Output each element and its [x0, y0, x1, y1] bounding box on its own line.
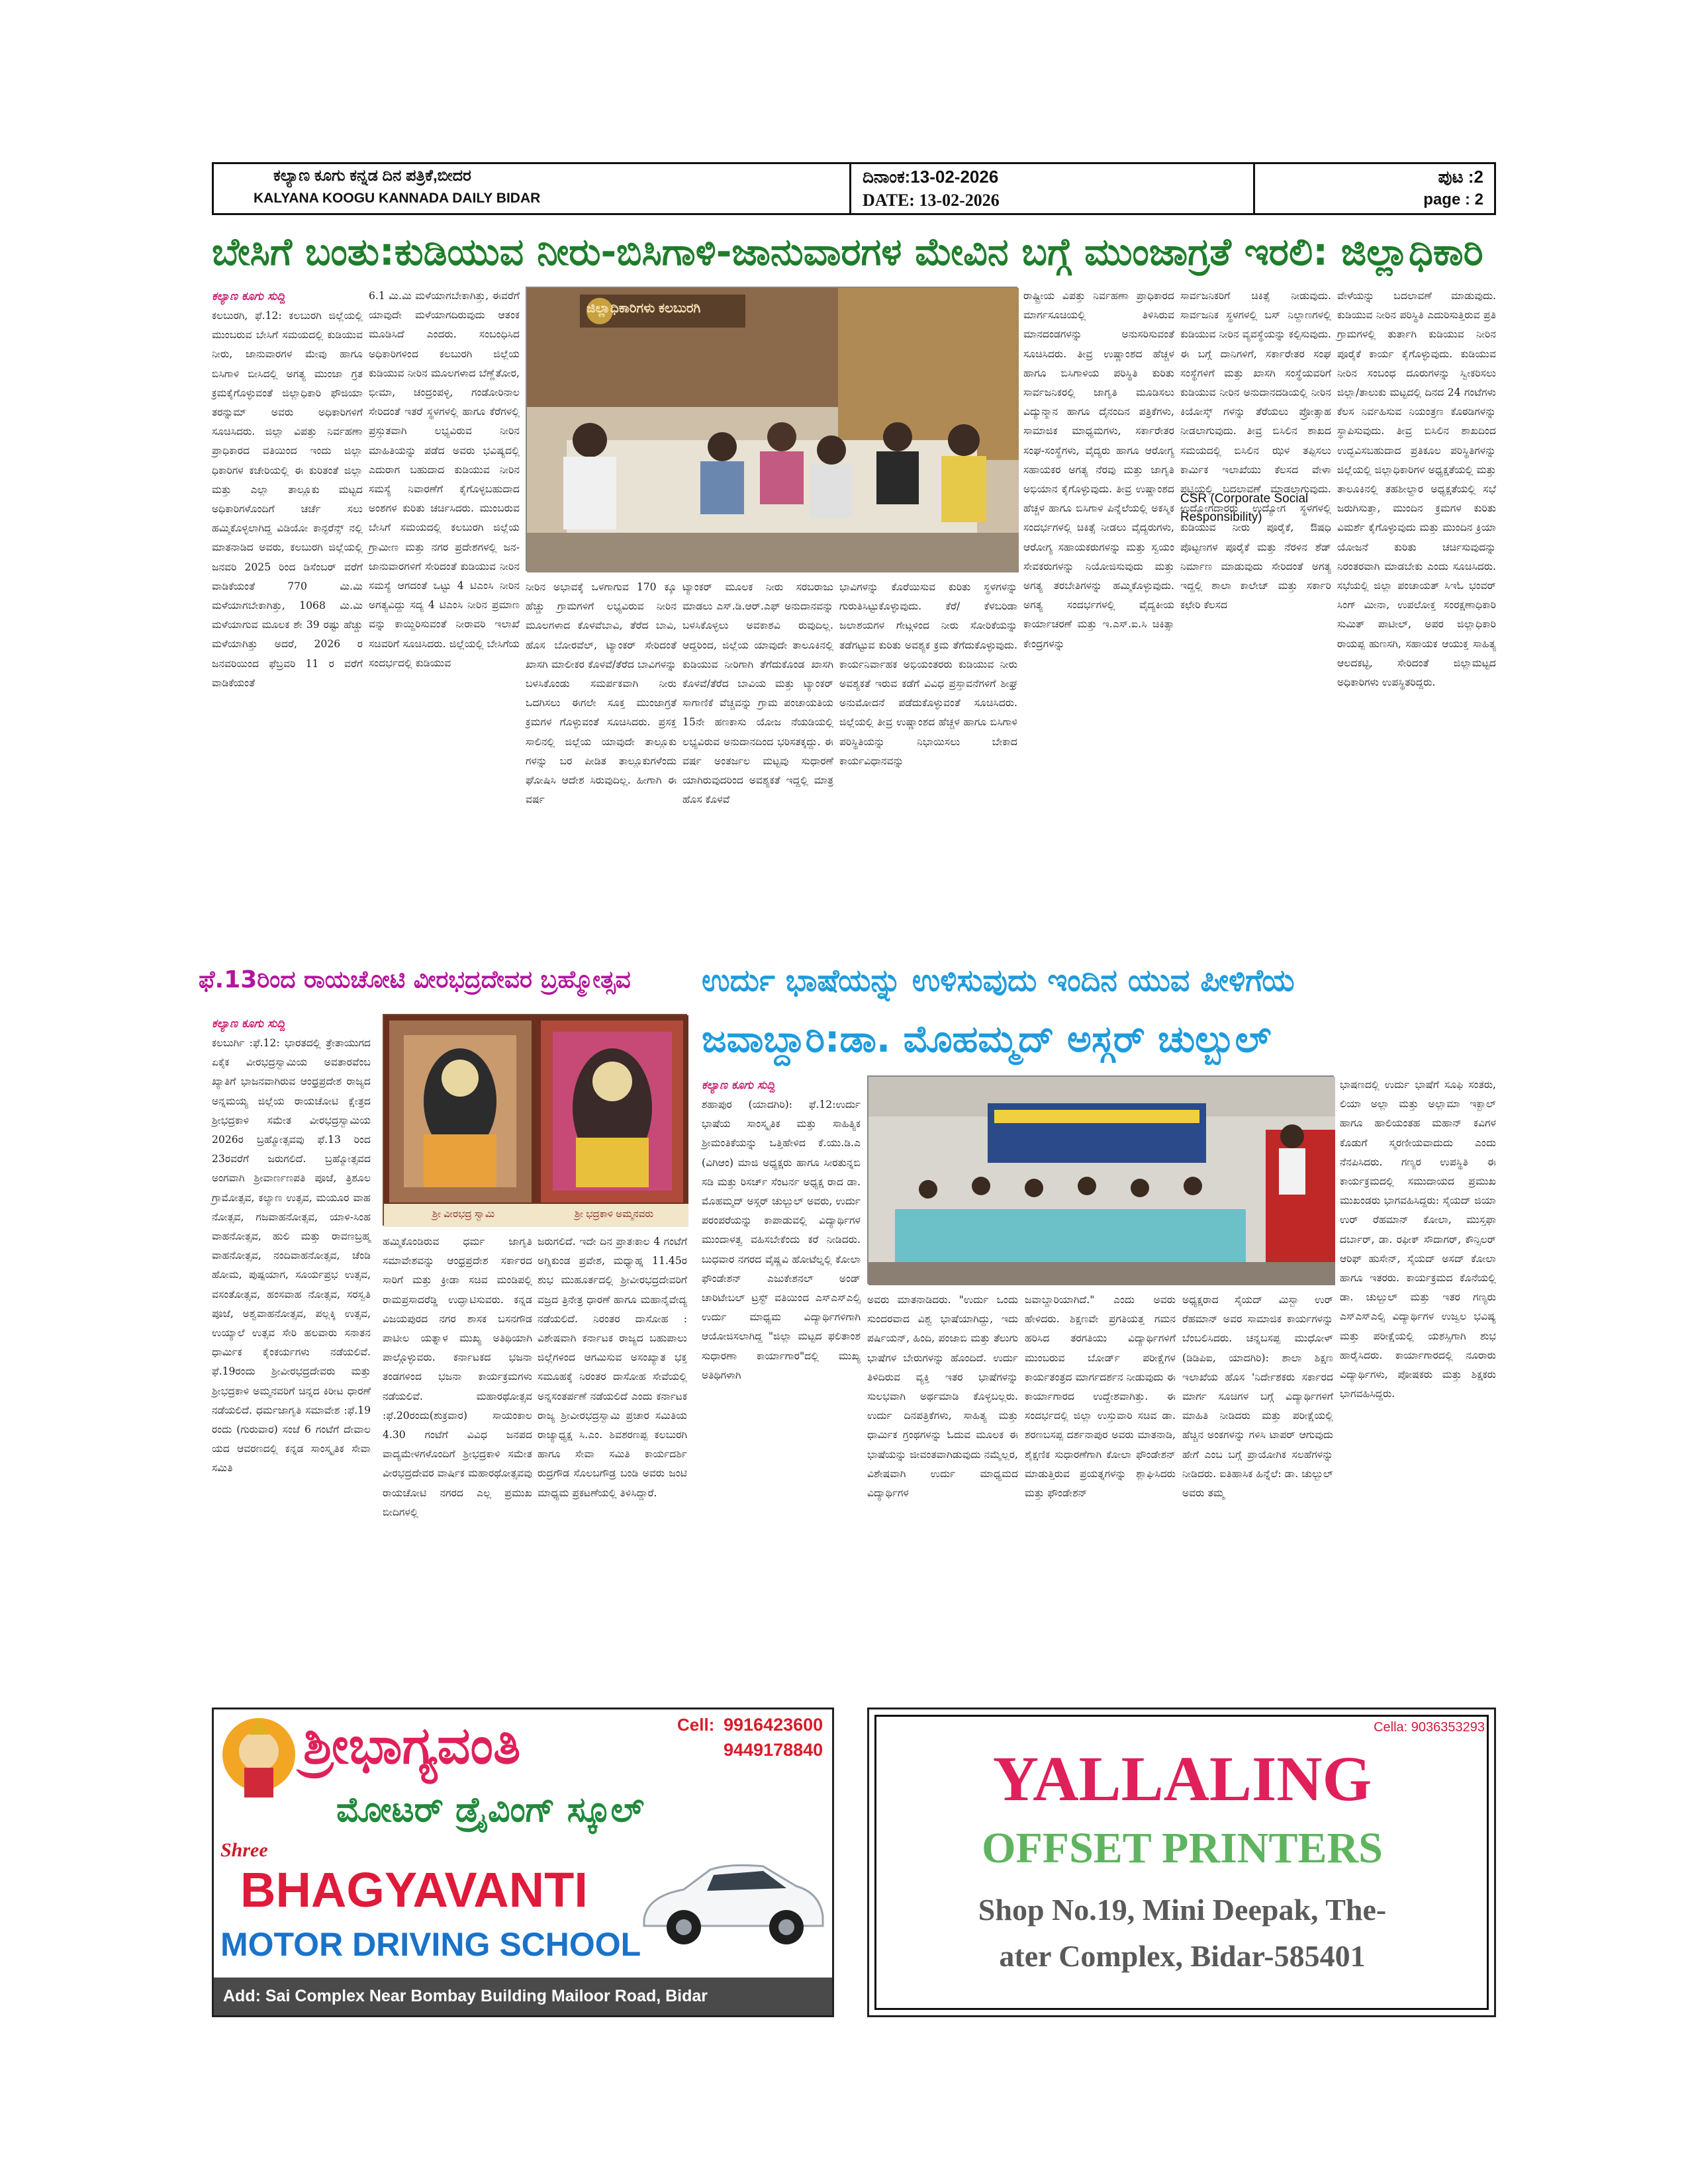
story3-col5: ಭಾಷಣದಲ್ಲಿ ಉರ್ದು ಭಾಷೆಗೆ ಸೂಫಿ ಸಂತರು, ಲಿಯಾ ಅಲ್ಲಾ ಮತ್ತು ಅಲ್ಲಾಮಾ ಇಕ್ಬಾಲ್ ಹಾಗೂ ಹಾಲಿಯಂತಹ ಮಹಾನ್ ಕವಿಗಳ ಕೊಡುಗೆ ಸ್ಮರಣೀಯವಾದುದು ಎಂದು ನೆನಪಿಸಿದರು. ಗಣ್ಯರ ಉಪಸ್ಥಿತಿ ಈ ಕಾರ್ಯಕ್ರಮದಲ್ಲಿ ಸಮುದಾಯದ ಪ್ರಮುಖ ಮುಖಂಡರು ಭಾಗವಹಿಸಿದ್ದರು: ಸೈಯದ್ ಜಿಯಾ ಉರ್ ರೆಹಮಾನ್ ಕೋಲಾ, ಮುಸ್ತಫಾ ದರ್ಬಾರ್, ಡಾ. ರಫೀಕ್ ಸೌದಾಗರ್, ಕೌನ್ಸಿಲರ್ ಆರಿಫ್ ಹುಸೇನ್, ಸೈಯದ್ ಅಸದ್ ಕೋಲಾ ಹಾಗೂ ಇತರರು. ಕಾರ್ಯಕ್ರಮದ ಕೊನೆಯಲ್ಲಿ ಡಾ. ಚುಲ್ಬುಲ್ ಮತ್ತು ಇತರ ಗಣ್ಯರು ಎಸ್ಎಸ್ಎಲ್ಸಿ ವಿದ್ಯಾರ್ಥಿಗಳ ಉಜ್ವಲ ಭವಿಷ್ಯ ಮತ್ತು ಪರೀಕ್ಷೆಯಲ್ಲಿ ಯಶಸ್ಸಿಗಾಗಿ ಶುಭ ಹಾರೈಸಿದರು. ಕಾರ್ಯಾಗಾರದಲ್ಲಿ ನೂರಾರು ವಿದ್ಯಾರ್ಥಿಗಳು, ಪೋಷಕರು ಮತ್ತು ಶಿಕ್ಷಕರು ಭಾಗವಹಿಸಿದ್ದರು.: [1340, 1079, 1496, 1400]
story3-col3: ಜವಾಬ್ದಾರಿಯಾಗಿದೆ." ಎಂದು ಅವರು ಹೇಳಿದರು. ಶಿಕ್ಷಣವೇ ಪ್ರಗತಿಯತ್ತ ಗಮನ ಹರಿಸಿದ ತರಗತಿಯು ವಿದ್ಯಾರ್ಥಿಗಳಿಗೆ ಮುಂಬರುವ ಬೋರ್ಡ್ ಪರೀಕ್ಷೆಗಳ ಕಾರ್ಯತಂತ್ರದ ಮಾರ್ಗದರ್ಶನ ನೀಡುವುದು ಈ ಕಾರ್ಯಾಗಾರದ ಉದ್ದೇಶವಾಗಿತ್ತು. ಈ ಸಂದರ್ಭದಲ್ಲಿ ಜಿಲ್ಲಾ ಉಸ್ತುವಾರಿ ಸಚಿವ ಡಾ. ಶರಣಬಸಪ್ಪ ದರ್ಶನಾಪುರ ಅವರು ಮಾತನಾಡಿ, ಶೈಕ್ಷಣಿಕ ಸುಧಾರಣೆಗಾಗಿ ಕೋಲಾ ಫೌಂಡೇಶನ್ ಮಾಡುತ್ತಿರುವ ಪ್ರಯತ್ನಗಳನ್ನು ಶ್ಲಾಘಿಸಿದರು ಮತ್ತು ಫೌಂಡೇಶನ್: [1025, 1294, 1176, 1500]
masthead-date-kannada: ದಿನಾಂಕ:13-02-2026: [863, 167, 999, 187]
story1-col1: ಕಲಬುರಗಿ, ಫೆ.12: ಕಲಬುರಗಿ ಜಿಲ್ಲೆಯಲ್ಲಿ ಮುಂಬರುವ ಬೇಸಿಗೆ ಸಮಯದಲ್ಲಿ ಕುಡಿಯುವ ನೀರು, ಜಾನುವಾರಗಳ ಮೇವು ಹಾಗೂ ಬಿಸಿಗಾಳಿ ಬೀಸಿದಲ್ಲಿ ಅಗತ್ಯ ಮುಂಜಾ ಗ್ರತ ಕ್ರಮಕೈಗೊಳ್ಳುವಂತೆ ಜಿಲ್ಲಾಧಿಕಾರಿ ಫೌಜಿಯಾ ತರನ್ನುಮ್ ಅವರು ಅಧಿಕಾರಿಗಳಿಗೆ ಸೂಚಿಸಿದರು. ಜಿಲ್ಲಾ ವಿಪತ್ತು ನಿರ್ವಹಣಾ ಪ್ರಾಧಿಕಾರದ ವತಿಯಿಂದ ಇಂದು ಜಿಲ್ಲಾ ಧಿಕಾರಿಗಳ ಕಚೇರಿಯಲ್ಲಿ ಈ ಕುರಿತಂತೆ ಜಿಲ್ಲಾ ಮತ್ತು ಎಲ್ಲಾ ತಾಲ್ಲೂಕು ಮಟ್ಟದ ಅಧಿಕಾರಿಗಳೊಂದಿಗೆ ಚರ್ಚೆ ಸಲು ಹಮ್ಮಿಕೊಳ್ಳಲಾಗಿದ್ದ ವಿಡಿಯೋ ಕಾನ್ಫರೆನ್ಸ್ ನಲ್ಲಿ ಮಾತನಾಡಿದ ಅವರು, ಕಲಬುರಗಿ ಜಿಲ್ಲೆಯಲ್ಲಿ ಜನವರಿ 2025 ರಿಂದ ಡಿಸೆಂಬರ್ ವರೆಗೆ ವಾಡಿಕೆಯಂತೆ 770 ಮಿ.ಮಿ ಮಳೆಯಾಗಬೇಕಾಗಿತ್ತು, 1068 ಮಿ.ಮಿ ಮಳೆಯಾಗುವ ಮೂಲಕ ಶೇ 39 ರಷ್ಟು ಹೆಚ್ಚು ಮಳೆಯಾಗಿತ್ತು ಅದರೆ, 2026 ರ ಜನವರಿಯಿಂದ ಫೆಬ್ರವರಿ 11 ರ ವರೆಗೆ ವಾಡಿಕೆಯಂತೆ: [212, 310, 363, 689]
ad1-shree: Shree: [220, 1839, 268, 1861]
ad1-address: Add: Sai Complex Near Bombay Building Mailoor Road, Bidar: [214, 1978, 832, 2015]
workshop-photo-image: [868, 1077, 1335, 1285]
story1-col7: ಸಾರ್ವಜನಿಕರಿಗೆ ಚಿಕಿತ್ಸೆ ನೀಡುವುದು. ಸಾರ್ವಜನಿಕ ಸ್ಥಳಗಳಲ್ಲಿ ಬಸ್ ನಿಲ್ದಾಣಗಳಲ್ಲಿ ಕುಡಿಯುವ ನೀರಿನ ವ್ಯವಸ್ಥೆಯನ್ನು ಕಲ್ಪಿಸುವುದು. ಈ ಬಗ್ಗೆ ದಾನಿಗಳಿಗೆ, ಸರ್ಕಾರೇತರ ಸಂಘ ಸಂಸ್ಥೆಗಳಿಗೆ ಮತ್ತು ಖಾಸಗಿ ಸಂಸ್ಥೆಯವರಿಗೆ ಕುಡಿಯುವ ನೀರಿನ ಅನುದಾನದಡಿಯಲ್ಲಿ ನೀರಿನ ಕಿಯೋಸ್ಕ್ ಗಳನ್ನು ತೆರೆಯಲು ಪ್ರೋತ್ಸಾಹ ನೀಡಲಾಗುವುದು. ತೀವ್ರ ಬಿಸಿಲಿನ ಶಾಖದ ಸಮಯದಲ್ಲಿ ಬಿಸಿಲಿನ ಝಳ ತಪ್ಪಿಸಲು ಕಾರ್ಮಿಕ ಇಲಾಖೆಯು ಕೆಲಸದ ವೇಳಾ ಪಟ್ಟಿಯಲ್ಲಿ ಬದಲಾವಣೆ ಮಾಡಲಾಗುವುದು. ಉದ್ಯೋಗದಾರರು ಉದ್ಯೋಗ ಸ್ಥಳಗಳಲ್ಲಿ ಕುಡಿಯುವ ನೀರು ಪೂರೈಕೆ, ಔಷಧಿ ಪೊಟ್ಟಣಗಳ ಪೂರೈಕೆ ಮತ್ತು ನೆರಳಿನ ಶೆಡ್ ನಿರ್ಮಾಣ ಮಾಡುವುದು ಸೇರಿದಂತೆ ಅಗತ್ಯ ಇದ್ದಲ್ಲಿ ಶಾಲಾ ಕಾಲೇಜ್ ಮತ್ತು ಸರ್ಕಾರಿ ಕಛೇರಿ ಕೆಲಸದ: [1180, 290, 1331, 612]
masthead-date-english: DATE: 13-02-2026: [863, 191, 1000, 210]
story1-csr: CSR (Corporate Social Responsibility): [1180, 492, 1309, 524]
deity-caption-right: ಶ್ರೀ ಭದ್ರಕಾಳಿ ಅಮ್ಮನವರು: [574, 1208, 654, 1220]
ad1-brand-english: BHAGYAVANTI: [240, 1862, 588, 1917]
meeting-photo-image: [527, 288, 1019, 572]
deity-photo: [383, 1014, 687, 1226]
workshop-photo: [867, 1075, 1334, 1284]
story1-col6: ರಾಷ್ಟ್ರೀಯ ವಿಪತ್ತು ನಿರ್ವಹಣಾ ಪ್ರಾಧಿಕಾರದ ಮಾರ್ಗಸೂಚಿಯಲ್ಲಿ ತಿಳಿಸಿರುವ ಮಾನದಂಡಗಳನ್ನು ಅನುಸರಿಸುವಂತೆ ಸೂಚಿಸಿದರು. ತೀವ್ರ ಉಷ್ಣಾಂಶದ ಹೆಚ್ಚಳ ಹಾಗೂ ಬಿಸಿಗಾಳಿಯ ಪರಿಸ್ಥಿತಿ ಕುರಿತು ಸಾರ್ವಜನಿಕರಲ್ಲಿ ಜಾಗೃತಿ ಮೂಡಿಸಲು ವಿದ್ಯುನ್ಮಾನ ಹಾಗೂ ದೈನಂದಿನ ಪತ್ರಿಕೆಗಳು, ಸಾಮಾಜಿಕ ಮಾಧ್ಯಮಗಳು, ಸರ್ಕಾರೇತರ ಸಂಘ-ಸಂಸ್ಥೆಗಳು, ವೈದ್ಯರು ಹಾಗೂ ಆರೋಗ್ಯ ಸಹಾಯಕರ ಅಗತ್ಯ ನೆರವು ಮತ್ತು ಜಾಗೃತಿ ಅಭಿಯಾನ ಕೈಗೊಳ್ಳುವುದು. ತೀವ್ರ ಉಷ್ಣಾಂಶದ ಹೆಚ್ಚಳ ಹಾಗೂ ಬಿಸಿಗಾಳಿ ಪಿನ್ನೆಲೆಯಲ್ಲಿ ಅಕಸ್ಮಿಕ ಸಂದರ್ಭಗಳಲ್ಲಿ ಚಿಕಿತ್ಸೆ ನೀಡಲು ವೈದ್ಯರುಗಳು, ಆರೋಗ್ಯ ಸಹಾಯಕರುಗಳನ್ನು ಮತ್ತು ಸ್ವಯಂ ಸೇವಕರುಗಳನ್ನು ನಿಯೋಜಿಸುವುದು ಮತ್ತು ಅಗತ್ಯ ತರಬೇತಿಗಳನ್ನು ಹಮ್ಮಿಕೊಳ್ಳುವುದು. ಅಗತ್ಯ ಸಂದರ್ಭಗಳಲ್ಲಿ ವೈದ್ಯಕೀಯ ಕಾರ್ಯಾಚರಣೆ ಮತ್ತು ಇ.ಎಸ್.ಐ.ಸಿ ಚಿಕಿತ್ಸಾ ಕೇಂದ್ರಗಳನ್ನು: [1023, 290, 1174, 650]
goddess-icon: [219, 1715, 299, 1801]
story2-headline: ಫೆ.13ರಿಂದ ರಾಯಚೋಟಿ ವೀರಭದ್ರದೇವರ ಬ್ರಹ್ಮೋತ್ಸವ: [199, 966, 631, 993]
meeting-photo: [526, 287, 1017, 571]
masthead-page-english: page : 2: [1423, 191, 1483, 208]
story1-col7-cont: [1180, 551, 1331, 946]
story3-col1: ಶಹಾಪುರ (ಯಾದಗಿರಿ): ಫೆ.12:ಉರ್ದು ಭಾಷೆಯ ಸಾಂಸ್ಕೃತಿಕ ಮತ್ತು ಸಾಹಿತ್ಯಿಕ ಶ್ರೀಮಂತಿಕೆಯನ್ನು ಒತ್ತಿಹೇಳಿದ ಕೆ.ಯು.ಡಿ.ಎ (ವಿಗಿಆಂ) ಮಾಜಿ ಅಧ್ಯಕ್ಷರು ಹಾಗೂ ಸೀರತುನ್ನಬಿ ಸಡಿ ಮತ್ತು ರಿಸರ್ಚ್ ಸೆಂಟರ್ನ ಅಧ್ಯಕ್ಷ ರಾದ ಡಾ. ಮೊಹಮ್ಮದ್ ಅಸ್ಗರ್ ಚುಲ್ಬುಲ್ ಅವರು, ಉರ್ದು ಪರಂಪರೆಯನ್ನು ಕಾಪಾಡುವಲ್ಲಿ ವಿದ್ಯಾರ್ಥಿಗಳ ಮುಂದಾಳತ್ವ ವಹಿಸಬೇಕೆಂದು ಕರೆ ನೀಡಿದರು. ಬುಧವಾರ ನಗರದ ವೈಷ್ಣವಿ ಹೋಟೆಲ್ನಲ್ಲಿ ಕೋಲಾ ಫೌಂಡೇಶನ್ ಎಜುಕೇಶನಲ್ ಅಂಡ್ ಚಾರಿಟೇಬಲ್ ಟ್ರಸ್ಟ್ ವತಿಯಿಂದ ಎಸ್ಎಸ್ಎಲ್ಸಿ ಉರ್ದು ಮಾಧ್ಯಮ ವಿದ್ಯಾರ್ಥಿಗಳಿಗಾಗಿ ಆಯೋಜಿಸಲಾಗಿದ್ದ "ಜಿಲ್ಲಾ ಮಟ್ಟದ ಫಲಿತಾಂಶ ಸುಧಾರಣಾ ಕಾರ್ಯಾಗಾರ"ದಲ್ಲಿ ಮುಖ್ಯ ಅತಿಥಿಗಳಾಗಿ: [702, 1099, 861, 1381]
masthead-page-kannada: ಪುಟ :2: [1438, 167, 1483, 187]
story1-col3: ನೀರಿನ ಅಭಾವಕ್ಕೆ ಒಳಗಾಗುವ 170 ಕ್ಕೂ ಹೆಚ್ಚು ಗ್ರಾಮಗಳಿಗೆ ಲಭ್ಯವಿರುವ ನೀರಿನ ಮೂಲಗಳಾದ ಕೊಳವೆಬಾವಿ, ತೆರೆದ ಬಾವಿ, ಹೊಸ ಬೋರವೆಲ್, ಟ್ಯಾಂಕರ್ ಸೇರಿದಂತೆ ಖಾಸಗಿ ಮಾಲೀಕರ ಕೊಳವೆ/ತೆರೆದ ಬಾವಿಗಳನ್ನು ಬಳಸಿಕೊಂಡು ಸಮರ್ಪಕವಾಗಿ ನೀರು ಒದಗಿಸಲು ಈಗಲೇ ಸೂಕ್ತ ಮುಂಜಾಗ್ರತೆ ಕ್ರಮಗಳ ಗೊಳ್ಳುವಂತೆ ಸೂಚಿಸಿದರು. ಪ್ರಸಕ್ತ ಸಾಲಿನಲ್ಲಿ ಜಿಲ್ಲೆಯ ಯಾವುದೇ ತಾಲ್ಲೂಕು ಗಳನ್ನು ಬರ ಪೀಡಿತ ತಾಲ್ಲೂಕುಗಳೆಂದು ಘೋಷಿಸಿ ಆದೇಶ ಸಿರುವುದಿಲ್ಲ. ಹೀಗಾಗಿ ಈ ವರ್ಷ: [526, 581, 677, 806]
story3-headline-line2: ಜವಾಬ್ದಾರಿ:ಡಾ. ಮೊಹಮ್ಮದ್ ಅಸ್ಗರ್ ಚುಲ್ಬುಲ್: [702, 1018, 1272, 1061]
ad2-subtitle: OFFSET PRINTERS: [982, 1824, 1383, 1872]
deity-caption-left: ಶ್ರೀ ವೀರಭದ್ರ ಸ್ವಾಮಿ: [432, 1208, 495, 1220]
story2-byline: ಕಲ್ಯಾಣ ಕೂಗು ಸುದ್ದಿ: [212, 1017, 285, 1030]
story3-col4: ಅಧ್ಯಕ್ಷರಾದ ಸೈಯದ್ ಮಿಸ್ಬಾ ಉರ್ ರೆಹಮಾನ್ ಅವರ ಸಾಮಾಜಿಕ ಕಾರ್ಯಗಳನ್ನು ಬೆಂಬಲಿಸಿದರು. ಚನ್ನಬಸಪ್ಪ ಮುಧೋಳ್ (ಡಿಡಿಪಿಐ, ಯಾದಗಿರಿ): ಶಾಲಾ ಶಿಕ್ಷಣ ಇಲಾಖೆಯ ಹೊಸ 'ನಿರ್ದೇಶಕರು ಸರ್ಕಾರದ ಮಾರ್ಗ ಸೂಚಿಗಳ ಬಗ್ಗೆ ವಿದ್ಯಾರ್ಥಿಗಳಿಗೆ ಮಾಹಿತಿ ನೀಡಿದರು ಮತ್ತು ಪರೀಕ್ಷೆಯಲ್ಲಿ ಹೆಚ್ಚಿನ ಅಂಕಗಳನ್ನು ಗಳಿಸಿ ಟಾಪರ್ ಆಗುವುದು ಹೇಗೆ ಎಂಬ ಬಗ್ಗೆ ಪ್ರಾಯೋಗಿಕ ಸಲಹೆಗಳನ್ನು ನೀಡಿದರು. ಐತಿಹಾಸಿಕ ಹಿನ್ನೆಲೆ: ಡಾ. ಚುಲ್ಬುಲ್ ಅವರು ತಮ್ಮ: [1182, 1294, 1333, 1500]
story3-byline: ಕಲ್ಯಾಣ ಕೂಗು ಸುದ್ದಿ: [702, 1079, 775, 1092]
ad1-service-kannada: ಮೋಟರ್ ಡ್ರೈವಿಂಗ್ ಸ್ಕೂಲ್: [336, 1790, 644, 1830]
story3-headline-line1: ಉರ್ದು ಭಾಷೆಯನ್ನು ಉಳಿಸುವುದು ಇಂದಿನ ಯುವ ಪೀಳಿಗೆಯ: [702, 962, 1295, 998]
story3-col2: ಅವರು ಮಾತನಾಡಿದರು. "ಉರ್ದು ಒಂದು ಸುಂದರವಾದ ವಿಶ್ವ ಭಾಷೆಯಾಗಿದ್ದು, ಇದು ಪರ್ಷಿಯನ್, ಹಿಂದಿ, ಪಂಜಾಬಿ ಮತ್ತು ತೆಲುಗು ಭಾಷೆಗಳ ಬೇರುಗಳನ್ನು ಹೊಂದಿದೆ. ಉರ್ದು ತಿಳಿದಿರುವ ವ್ಯಕ್ತಿ ಇತರ ಭಾಷೆಗಳನ್ನು ಸುಲಭವಾಗಿ ಅರ್ಥಮಾಡಿ ಕೊಳ್ಳಬಲ್ಲರು. ಉರ್ದು ದಿನಪತ್ರಿಕೆಗಳು, ಸಾಹಿತ್ಯ ಮತ್ತು ಧಾರ್ಮಿಕ ಗ್ರಂಥಗಳನ್ನು ಓದುವ ಮೂಲಕ ಈ ಭಾಷೆಯನ್ನು ಜೀವಂತವಾಗಿಡುವುದು ನಮ್ಮೆಲ್ಲರ, ವಿಶೇಷವಾಗಿ ಉರ್ದು ಮಾಧ್ಯಮದ ವಿದ್ಯಾರ್ಥಿಗಳ: [867, 1294, 1018, 1500]
ad2-address-line2: ater Complex, Bidar-585401: [999, 1939, 1366, 1973]
story2-col3: ಜರುಗಲಿದೆ. ಇದೇ ದಿನ ಪ್ರಾತಃಕಾಲ 4 ಗಂಟೆಗೆ ಅಗ್ನಿಕುಂಡ ಪ್ರವೇಶ, ಮಧ್ಯಾಹ್ನ 11.45ರ ಶುಭ ಮುಹೂರ್ತದಲ್ಲಿ ಶ್ರೀವೀರಭದ್ರದೇವರಿಗೆ ವಜ್ರದ ತ್ರಿನೇತ್ರ ಧಾರಣೆ ಹಾಗೂ ಮಹಾನೈವೇದ್ಯ ನಡೆಯಲಿದೆ. ನಿರಂತರ ದಾಸೋಹ : ವಿಶೇಷವಾಗಿ ಕರ್ನಾಟಕ ರಾಜ್ಯದ ಬಹುಪಾಲು ಜಿಲ್ಲೆಗಳಿಂದ ಆಗಮಿಸುವ ಅಸಂಖ್ಯಾತ ಭಕ್ತ ಸಮೂಹಕ್ಕೆ ನಿರಂತರ ದಾಸೋಹ ಸೇವೆಯಲ್ಲಿ ಅನ್ನಸಂತರ್ಪಣೆ ನಡೆಯಲಿದೆ ಎಂದು ಕರ್ನಾಟಕ ರಾಜ್ಯ ಶ್ರೀವೀರಭದ್ರಸ್ವಾಮಿ ಪ್ರಚಾರ ಸಮಿತಿಯ ರಾಜ್ಯಾಧ್ಯಕ್ಷ ಸಿ.ಎಂ. ಶಿವಶರಣಪ್ಪ ಕಲಬುರಗಿ ಹಾಗೂ ಸೇವಾ ಸಮಿತಿ ಕಾರ್ಯದರ್ಶಿ ರುದ್ರಗೌಡ ಸೊಲಬಗೌಡ್ರ ಬಂಡಿ ಅವರು ಜಂಟಿ ಮಾಧ್ಯಮ ಪ್ರಕಟಣೆಯಲ್ಲಿ ತಿಳಿಸಿದ್ದಾರೆ.: [538, 1236, 687, 1499]
story1-headline: ಬೇಸಿಗೆ ಬಂತು:ಕುಡಿಯುವ ನೀರು-ಬಿಸಿಗಾಳಿ-ಜಾನುವಾರಗಳ ಮೇವಿನ ಬಗ್ಗೆ ಮುಂಜಾಗ್ರತೆ ಇರಲಿ: ಜಿಲ್ಲಾಧಿಕಾರಿ: [212, 230, 1483, 274]
story1-col4: ಟ್ಯಾಂಕರ್ ಮೂಲಕ ನೀರು ಸರಬರಾಜು ಮಾಡಲು ಎಸ್.ಡಿ.ಆರ್.ಎಫ್ ಅನುದಾನವನ್ನು ಬಳಸಿಕೊಳ್ಳಲು ಅವಕಾಶವಿ ರುವುದಿಲ್ಲ. ಆದ್ದರಿಂದ, ಜಿಲ್ಲೆಯ ಯಾವುದೇ ತಾಲೂಕಿನಲ್ಲಿ ಕುಡಿಯುವ ನೀರಿಗಾಗಿ ತೆಗೆದುಕೊಂಡ ಖಾಸಗಿ ಕೊಳವೆ/ತೆರೆದ ಬಾವಿಯ ಮತ್ತು ಟ್ಯಾಂಕರ್ ಸಾಗಾಣಿಕೆ ವೆಚ್ಚವನ್ನು ಗ್ರಾಮ ಪಂಚಾಯತಿಯ 15ನೇ ಹಣಕಾಸು ಯೋಜ ನೆಯಡಿಯಲ್ಲಿ ಲಭ್ಯವಿರುವ ಅನುದಾನದಿಂದ ಭರಿಸತಕ್ಕದ್ದು. ಈ ವರ್ಷ ಅಂತರ್ಜಲ ಮಟ್ಟವು ಸುಧಾರಣೆ ಯಾಗಿರುವುದರಿಂದ ಅವಶ್ಯಕತೆ ಇದ್ದಲ್ಲಿ ಮಾತ್ರ ಹೊಸ ಕೊಳವೆ: [682, 581, 833, 806]
ad1-brand-kannada: ಶ್ರೀಭಾಗ್ಯವಂತಿ: [303, 1716, 521, 1776]
bhagyavanti-ad: [212, 1707, 834, 2017]
story1-byline: ಕಲ್ಯಾಣ ಕೂಗು ಸುದ್ದಿ: [212, 290, 285, 303]
masthead: [212, 162, 1496, 215]
masthead-name-english: KALYANA KOOGU KANNADA DAILY BIDAR: [254, 191, 541, 206]
ad1-cell-label: Cell:: [677, 1715, 715, 1735]
yallaling-ad: [867, 1707, 1496, 2017]
story2-col1: ಕಲಬುರ್ಗಿ :ಫೆ.12: ಭಾರತದಲ್ಲಿ ತ್ರೇತಾಯುಗದ ಏಕೈಕ ವೀರಭದ್ರಸ್ವಾಮಿಯ ಅವತಾರವೆಂಬ ಖ್ಯಾತಿಗೆ ಭಾಜನವಾಗಿರುವ ಆಂಧ್ರಪ್ರದೇಶ ರಾಜ್ಯದ ಅನ್ನಮಯ್ಯ ಜಿಲ್ಲೆಯ ರಾಯಚೋಟಿ ಕ್ಷೇತ್ರದ ಶ್ರೀಭದ್ರಕಾಳಿ ಸಮೇತ ವೀರಭದ್ರಸ್ವಾಮಿಯ 2026ರ ಬ್ರಹ್ಮೋತ್ಸವವು ಫೆ.13 ರಿಂದ 23ರವರೆಗೆ ಜರುಗಲಿದೆ. ಬ್ರಹ್ಮೋತ್ಸವದ ಅಂಗವಾಗಿ ಶ್ರೀವಾರ್ಣಣಪತಿ ಪೂಜೆ, ತ್ರಿಶೂಲ ಗ್ರಾಮೋತ್ಸವ, ಕಲ್ಯಾಣ ಉತ್ಸವ, ಮಯೂರ ವಾಹ ನೋತ್ಸವ, ಗಜವಾಹನೋತ್ಸವ, ಯಾಳಿ-ಸಿಂಹ ವಾಹನೋತ್ಸವ, ಹುಲಿ ಮತ್ತು ರಾವಣಬ್ರಹ್ಮ ವಾಹನೋತ್ಸವ, ನಂದಿವಾಹನೋತ್ಸವ, ಚೆಂಡಿ ಹೋಮ, ಪುಷ್ಪಯಾಗ, ಸೂರ್ಯಪ್ರಭ ಉತ್ಸವ, ವಸಂತೋತ್ಸವ, ಹಂಸವಾಹ ನೋತ್ಸವ, ಸರಸ್ವತಿ ಪೂಜೆ, ಅಶ್ವವಾಹನೋತ್ಸವ, ಪಲ್ಲಕ್ಕಿ ಉತ್ಸವ, ಉಯ್ಯಾಲೆ ಉತ್ಸವ ಸೇರಿ ಹಲವಾರು ಸನಾತನ ಧಾರ್ಮಿಕ ಕೈಂಕರ್ಯಗಳು ನಡೆಯಲಿವೆ. ಫೆ.19ರಂದು ಶ್ರೀವೀರಭದ್ರದೇವರು ಮತ್ತು ಶ್ರೀಭದ್ರಕಾಳಿ ಅಮ್ಮನವರಿಗೆ ಚಿನ್ನದ ಕಿರೀಟ ಧಾರಣೆ ನಡೆಯಲಿದೆ. ಧರ್ಮಜಾಗೃತಿ ಸಮಾವೇಶ :ಫೆ.19 ರಂದು (ಗುರುವಾರ) ಸಂಜೆ 6 ಗಂಟೆಗೆ ದೇವಾಲ ಯದ ಆವರಣದಲ್ಲಿ ಕನ್ನಡ ಸಾಂಸ್ಕೃತಿಕ ಸೇವಾ ಸಮಿತಿ: [212, 1037, 371, 1475]
ad1-phone2: 9449178840: [724, 1740, 823, 1760]
ad2-title: YALLALING: [992, 1743, 1372, 1814]
story1-col5: ಭಾವಿಗಳನ್ನು ಕೊರೆಯಿಸುವ ಕುರಿತು ಸ್ಥಳಗಳನ್ನು ಗುರುತಿಸಿಟ್ಟುಕೊಳ್ಳುವುದು. ಕೆರೆ/ ಕೆಳಬರಿಡಾ ಜಲಾಶಯಗಳ ಗೇಟ್ಗಳಿಂದ ನೀರು ಸೋರಿಕೆಯನ್ನು ತಡೆಗಟ್ಟುವ ಕುರಿತು ಅವಶ್ಯಕ ಕ್ರಮ ತೆಗೆದುಕೊಳ್ಳುವುದು. ಕಾರ್ಯನಿರ್ವಾಹಕ ಅಭಿಯಂತರರು ಕುಡಿಯುವ ನೀರು ಅವಶ್ಯಕತೆ ಇರುವ ಕಡೆಗೆ ವಿವಿಧ ಪ್ರಸ್ತಾವನೆಗಳಿಗೆ ಶೀಘ್ರ ಅನುಮೋದನೆ ಪಡೆದುಕೊಳ್ಳುವಂತೆ ಸೂಚಿಸಿದರು. ಜಿಲ್ಲೆಯಲ್ಲಿ ತೀವ್ರ ಉಷ್ಣಾಂಶದ ಹೆಚ್ಚಳ ಹಾಗೂ ಬಿಸಿಗಾಳಿ ಪರಿಸ್ಥಿತಿಯನ್ನು ನಿಭಾಯಿಸಲು ಬೇಕಾದ ಕಾರ್ಯವಿಧಾನವನ್ನು: [839, 581, 1017, 767]
masthead-name-kannada: ಕಲ್ಯಾಣ ಕೂಗು ಕನ್ನಡ ದಿನ ಪತ್ರಿಕೆ,ಬೀದರ: [273, 167, 471, 185]
ad1-phone1: 9916423600: [724, 1715, 823, 1735]
meeting-photo-sign: ಜಿಲ್ಲಾಧಿಕಾರಿಗಳು ಕಲಬುರಗಿ: [586, 301, 701, 316]
story1-col8: ವೇಳೆಯನ್ನು ಬದಲಾವಣೆ ಮಾಡುವುದು. ಕುಡಿಯುವ ನೀರಿನ ಪರಿಸ್ಥಿತಿ ಎದುರಿಸುತ್ತಿರುವ ಪ್ರತಿ ಗ್ರಾಮಗಳಲ್ಲಿ ತುರ್ತಾಗಿ ಕುಡಿಯುವ ನೀರಿನ ಪೂರೈಕೆ ಕಾರ್ಯ ಕೈಗೊಳ್ಳುವುದು. ಕುಡಿಯುವ ನೀರಿನ ಸಂಬಂಧ ದೂರುಗಳನ್ನು ಸ್ವೀಕರಿಸಲು ಜಿಲ್ಲಾ/ತಾಲುಕು ಮಟ್ಟದಲ್ಲಿ ದಿನದ 24 ಗಂಟೆಗಳು ಕೆಲಸ ನಿರ್ವಹಿಸುವ ನಿಯಂತ್ರಣ ಕೊಠಡಿಗಳನ್ನು ಸ್ಥಾಪಿಸುವುದು. ತೀವ್ರ ಬಿಸಿಲಿನ ಶಾಖದಿಂದ ಉದ್ಭವಿಸಬಹುದಾದ ಪ್ರತಿಕೂಲ ಪರಿಸ್ಥಿತಿಗಳನ್ನು ಜಿಲ್ಲೆಯಲ್ಲಿ ಜಿಲ್ಲಾಧಿಕಾರಿಗಳ ಅಧ್ಯಕ್ಷತೆಯಲ್ಲಿ ಮತ್ತು ತಾಲೂಕಿನಲ್ಲಿ ತಹಶೀಲ್ದಾರ ಅಧ್ಯಕ್ಷತೆಯಲ್ಲಿ ಸಭೆ ಜರುಗಿಸುತ್ತಾ, ಮುಂದಿನ ಕ್ರಮಗಳ ಕುರಿತು ವಿಮರ್ಶೆ ಕೈಗೊಳ್ಳುವುದು ಮತ್ತು ಮುಂದಿನ ಕ್ರಿಯಾ ಯೋಜನೆ ಕುರಿತು ಚರ್ಚಿಸುವುದನ್ನು ನಿರಂತರವಾಗಿ ಮಾಡಬೇಕು ಎಂದು ಸೂಚಿಸಿದರು. ಸಭೆಯಲ್ಲಿ ಜಿಲ್ಲಾ ಪಂಚಾಯತ್ ಸಿಇಓ ಭಂವರ್ ಸಿಂಗ್ ಮೀನಾ, ಉಪಲೋಕ್ತ ಸಂರಕ್ಷಣಾಧಿಕಾರಿ ಸುಮಿತ್ ಪಾಟೀಲ್, ಅಪರ ಜಿಲ್ಲಾಧಿಕಾರಿ ರಾಯಪ್ಪ ಹುಣಸಗಿ, ಸಹಾಯಕ ಆಯುಕ್ತ ಸಾಹಿತ್ಯ ಆಲದಕಟ್ಟಿ, ಸೇರಿದಂತೆ ಜಿಲ್ಲಾಮಟ್ಟದ ಅಧಿಕಾರಿಗಳು ಉಪಸ್ಥಿತರಿದ್ದರು.: [1337, 290, 1496, 689]
story1-col2: 6.1 ಮಿ.ಮಿ ಮಳೆಯಾಗಬೇಕಾಗಿತ್ತು, ಈವರೆಗೆ ಯಾವುದೇ ಮಳೆಯಾಗದಿರುವುದು ಆತಂಕ ಮೂಡಿಸಿದೆ ಎಂದರು. ಸಂಬಂಧಿಸಿದ ಅಧಿಕಾರಿಗಳಿಂದ ಕಲಬುರಗಿ ಜಿಲ್ಲೆಯ ಕುಡಿಯುವ ನೀರಿನ ಮೂಲಗಳಾದ ಬೆಣ್ಣೆತೋರ, ಭೀಮಾ, ಚಂದ್ರಂಪಳ್ಳಿ, ಗಂಡೋರಿನಾಲ ಸೇರಿದಂತೆ ಇತರೆ ಸ್ಥಳಗಳಲ್ಲಿ ಹಾಗೂ ಕೆರೆಗಳಲ್ಲಿ ಪ್ರಸ್ತುತವಾಗಿ ಲಭ್ಯವಿರುವ ನೀರಿನ ಮಾಹಿತಿಯನ್ನು ಪಡೆದ ಅವರು ಭವಿಷ್ಯದಲ್ಲಿ ಎದುರಾಗ ಬಹುದಾದ ಕುಡಿಯುವ ನೀರಿನ ಸಮಸ್ಯೆ ನಿವಾರಣೆಗೆ ಕೈಗೊಳ್ಳಬಹುದಾದ ಅಂಶಗಳ ಕುರಿತು ಚರ್ಚಿಸಿದರು. ಮುಂಬರುವ ಬೇಸಿಗೆ ಸಮಯದಲ್ಲಿ ಕಲಬುರಗಿ ಜಿಲ್ಲೆಯ ಗ್ರಾಮೀಣ ಮತ್ತು ನಗರ ಪ್ರದೇಶಗಳಲ್ಲಿ ಜನ-ಜಾನುವಾರಗಳಿಗೆ ಸೇರಿದಂತೆ ಕುಡಿಯುವ ನೀರಿನ ಸಮಸ್ಯೆ ಆಗದಂತೆ ಒಟ್ಟು 4 ಟಿಎಂಸಿ ನೀರಿನ ಅಗತ್ಯವಿದ್ದು ಸದ್ಯ 4 ಟಿಎಂಸಿ ನೀರಿನ ಪ್ರಮಾಣ ವನ್ನು ಕಾಯ್ದಿರಿಸುವಂತೆ ನೀರಾವರಿ ಇಲಾಖೆ ಸಚಿವರಿಗೆ ಸೂಚಿಸಿದರು. ಜಿಲ್ಲೆಯಲ್ಲಿ ಬೇಸಿಗೆಯ ಸಂದರ್ಭದಲ್ಲಿ ಕುಡಿಯುವ: [369, 290, 520, 669]
story2-col2: ಹಮ್ಮಿಕೊಂಡಿರುವ ಧರ್ಮ ಜಾಗೃತಿ ಸಮಾವೇಶವನ್ನು ಆಂಧ್ರಪ್ರದೇಶ ಸರ್ಕಾರದ ಸಾರಿಗೆ ಮತ್ತು ಕ್ರೀಡಾ ಸಚಿವ ಮಂಡಿಪಲ್ಲಿ ರಾಮಪ್ರಸಾದರೆಡ್ಡಿ ಉದ್ಘಾಟಿಸುವರು. ಕನ್ನಡ ವಿಜಯಪುರದ ನಗರ ಶಾಸಕ ಬಸನಗೌಡ ಪಾಟೀಲ ಯತ್ನಾಳ ಮುಖ್ಯ ಅತಿಥಿಯಾಗಿ ಪಾಲ್ಗೊಳ್ಳುವರು. ಕರ್ನಾಟಕದ ಭಜನಾ ತಂಡಗಳಿಂದ ಭಜನಾ ಕಾರ್ಯಕ್ರಮಗಳು ನಡೆಯಲಿವೆ. ಮಹಾರಥೋತ್ಸವ :ಫೆ.20ರಂದು(ಶುಕ್ರವಾರ) ಸಾಯಂಕಾಲ 4.30 ಗಂಟೆಗೆ ವಿವಿಧ ಜನಪದ ವಾದ್ಯಮೇಳಗಳೊಂದಿಗೆ ಶ್ರೀಭದ್ರಕಾಳಿ ಸಮೇತ ವೀರಭದ್ರದೇವರ ವಾರ್ಷಿಕ ಮಹಾರಥೋತ್ಸವವು ರಾಯಚೋಟಿ ನಗರದ ಎಲ್ಲ ಪ್ರಮುಖ ಬೀದಿಗಳಲ್ಲಿ: [383, 1236, 532, 1518]
ad2-cell: Cella: 9036353293: [1374, 1720, 1485, 1735]
deity-photo-image: [384, 1015, 688, 1227]
ad1-service-english: MOTOR DRIVING SCHOOL: [220, 1926, 641, 1963]
ad2-address-line1: Shop No.19, Mini Deepak, The-: [978, 1893, 1387, 1927]
car-icon: [631, 1850, 829, 1949]
